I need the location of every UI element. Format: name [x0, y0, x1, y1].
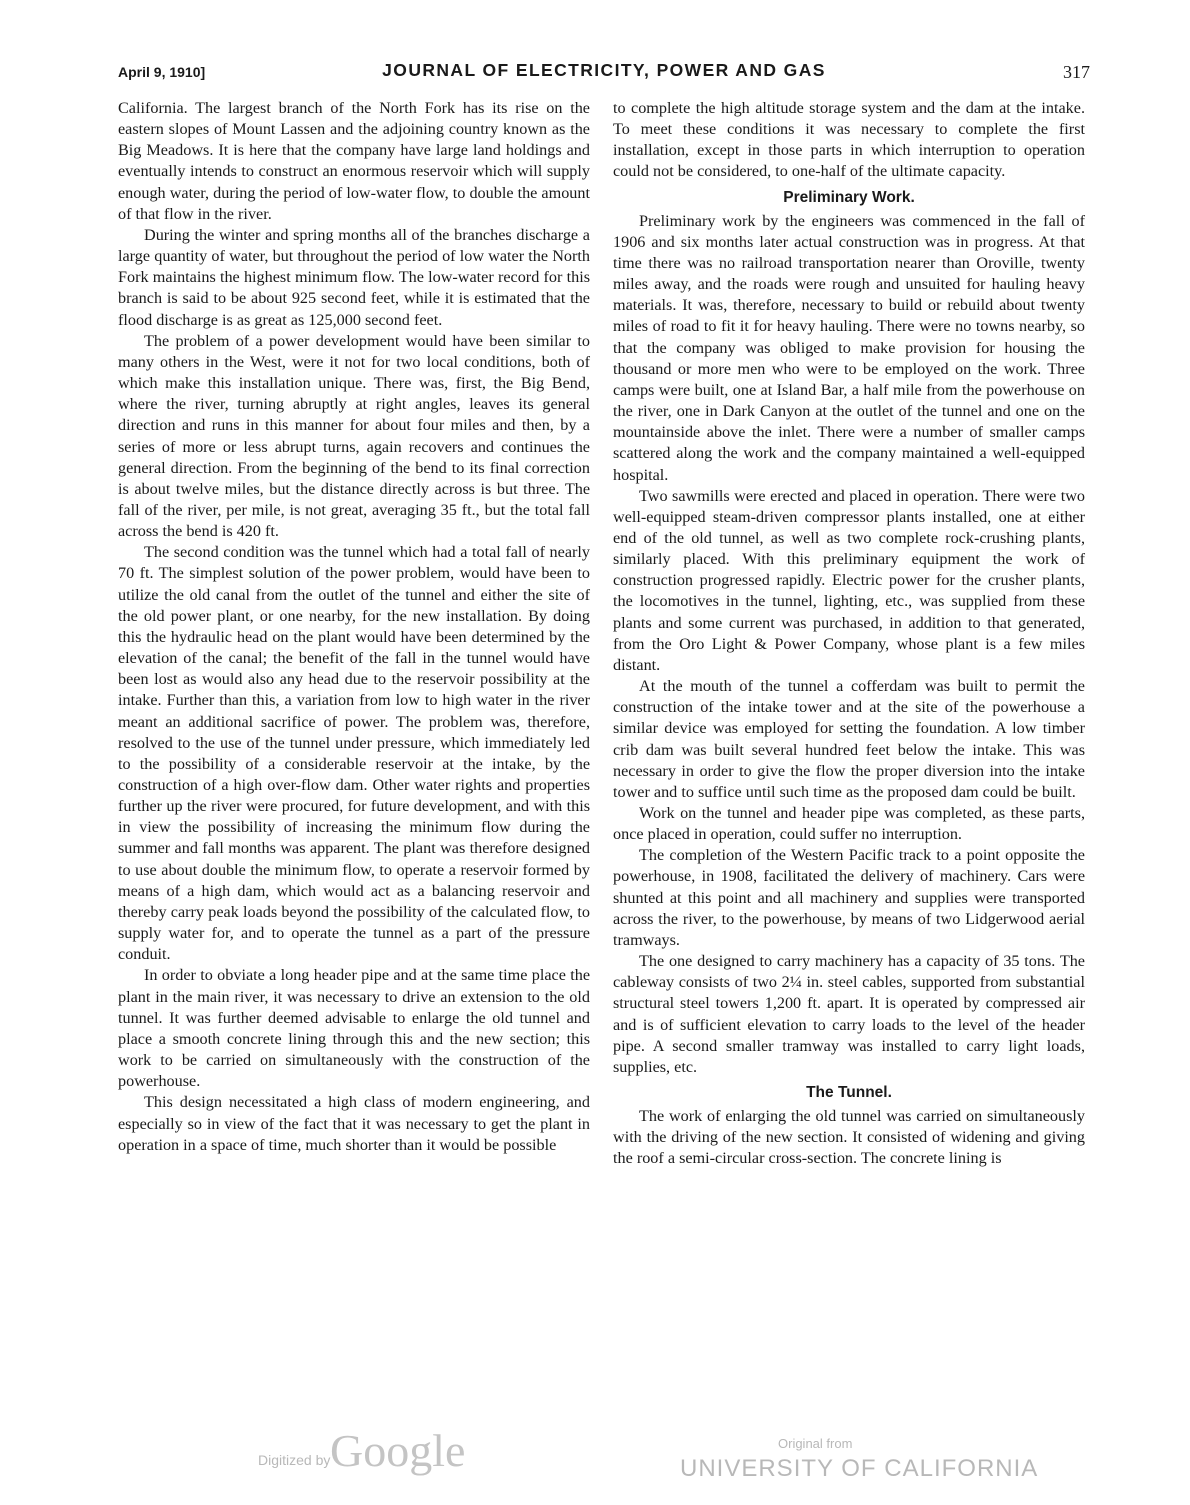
original-from-watermark: Original from: [778, 1436, 853, 1451]
paragraph: to complete the high altitude storage system and the dam at the intake. To meet these conditions it was necessary to complete the first installation, except in those parts in which interruption to operation could not be considered, to one-half of the ultimate capacity.: [613, 99, 1085, 181]
page-number: 317: [1063, 62, 1090, 82]
left-column: [118, 98, 590, 1156]
paragraph: Preliminary work by the engineers was commenced in the fall of 1906 and six months later actual construction was in progress. At that time there was no railroad transportation nearer than Oroville, twenty miles away, and the roads were rough and unsuited for hauling heavy materials. It was, therefore, necessary to build or rebuild about twenty miles of road to fit it for heavy hauling. There were no towns nearby, so that the company was obliged to make provision for housing the thousand or more men who were to be employed on the work. Three camps were built, one at Island Bar, a half mile from the powerhouse on the river, one in Dark Canyon at the outlet of the tunnel and one on the mountainside above the inlet. There were a number of smaller camps scattered along the work and the company maintained a well-equipped hospital.: [613, 211, 1085, 484]
paragraph: The problem of a power development would have been similar to many others in the West, were it not for two local conditions, both of which make this installation unique. There was, first, the Big Bend, where the river, turning abruptly at right angles, leaves its general direction and runs in this manner for about four miles and then, by a series of more or less abrupt turns, again recovers and continues the general direction. From the beginning of the bend to its final correction is about twelve miles, but the distance directly across is but three. The fall of the river, per mile, is not great, averaging 35 ft., but the total fall across the bend is 420 ft.: [118, 331, 590, 541]
paragraph: California. The largest branch of the North Fork has its rise on the eastern slopes of Mount Lassen and the adjoining country known as the Big Meadows. It is here that the company have large land holdings and eventually intends to construct an enormous reservoir which will supply enough water, during the period of low-water flow, to double the amount of that flow in the river.: [118, 99, 590, 223]
digitized-by-watermark: Digitized by: [258, 1452, 331, 1468]
paragraph: At the mouth of the tunnel a cofferdam was built to permit the construction of the intake tower and at the site of the powerhouse a similar device was employed for setting the foundation. A low timber crib dam was built several hundred feet below the intake. This was necessary in order to give the flow the proper diversion into the intake tower and to suffice until such time as the proposed dam could be built.: [613, 677, 1085, 801]
paragraph: In order to obviate a long header pipe and at the same time place the plant in the main river, it was necessary to drive an extension to the old tunnel. It was further deemed advisable to enlarge the old tunnel and place a smooth concrete lining through this and the new section; this work to be carried on simultaneously with the construction of the powerhouse.: [118, 966, 590, 1091]
paragraph: The work of enlarging the old tunnel was carried on simultaneously with the driving of the new section. It consisted of widening and giving the roof a semi-circular cross-section. The concrete lining is: [613, 1107, 1085, 1168]
section-heading-the-tunnel: The Tunnel.: [806, 1084, 892, 1102]
paragraph: The second condition was the tunnel which had a total fall of nearly 70 ft. The simplest solution of the power problem, would have been to utilize the old canal from the outlet of the tunnel and either the site of the old power plant, or one nearby, for the new installation. By doing this the hydraulic head on the plant would have been determined by the elevation of the canal; the benefit of the fall in the tunnel would have been lost as would also any head due to the reservoir possibility at the intake. Further than this, a variation from low to high water in the river meant an additional sacrifice of power. The problem was, therefore, resolved to the use of the tunnel under pressure, which immediately led to the possibility of a considerable reservoir at the intake, by the construction of a high over-flow dam. Other water rights and properties further up the river were procured, for future development, and with this in view the possibility of increasing the minimum flow during the summer and fall months was apparent. The plant was therefore designed to use about double the minimum flow, to operate a reservoir formed by means of a high dam, which would act as a balancing reservoir and thereby carry peak loads beyond the possibility of the calculated flow, to supply water for, and to operate the tunnel as a part of the pressure conduit.: [118, 543, 590, 964]
paragraph: The one designed to carry machinery has a capacity of 35 tons. The cableway consists of two 2¼ in. steel cables, supported from substantial structural steel towers 1,200 ft. apart. It is operated by compressed air and is of sufficient elevation to carry loads to the level of the header pipe. A second smaller tramway was installed to carry light loads, supplies, etc.: [613, 952, 1085, 1076]
page-header: [118, 60, 1090, 90]
paragraph: The completion of the Western Pacific track to a point opposite the powerhouse, in 1908, facilitated the delivery of machinery. Cars were shunted at this point and all machinery and supplies were transported across the river, to the powerhouse, by means of two Lidgerwood aerial tramways.: [613, 846, 1085, 949]
paragraph: During the winter and spring months all of the branches discharge a large quantity of water, but throughout the period of low water the North Fork maintains the highest minimum flow. The low-water record for this branch is said to be about 925 second feet, while it is estimated that the flood discharge is as great as 125,000 second feet.: [118, 225, 590, 329]
paragraph: Two sawmills were erected and placed in operation. There were two well-equipped steam-driven compressor plants installed, one at either end of the old tunnel, as well as two complete rock-crushing plants, similarly placed. With this preliminary equipment the work of construction progressed rapidly. Electric power for the crusher plants, the locomotives in the tunnel, lighting, etc., was supplied from these plants and some current was purchased, in addition to that generated, from the Oro Light & Power Company, whose plant is a few miles distant.: [613, 486, 1085, 674]
paragraph: Work on the tunnel and header pipe was completed, as these parts, once placed in operation, could suffer no interruption.: [613, 804, 1085, 844]
paragraph: This design necessitated a high class of modern engineering, and especially so in view of the fact that it was necessary to get the plant in operation in a space of time, much shorter than it would be possible: [118, 1093, 590, 1154]
university-watermark: UNIVERSITY OF CALIFORNIA: [680, 1455, 1039, 1482]
section-heading-preliminary-work: Preliminary Work.: [783, 188, 915, 206]
google-watermark: Google: [330, 1425, 466, 1476]
right-column: [613, 98, 1085, 1170]
issue-date: April 9, 1910]: [118, 64, 206, 80]
journal-title: JOURNAL OF ELECTRICITY, POWER AND GAS: [382, 60, 826, 80]
